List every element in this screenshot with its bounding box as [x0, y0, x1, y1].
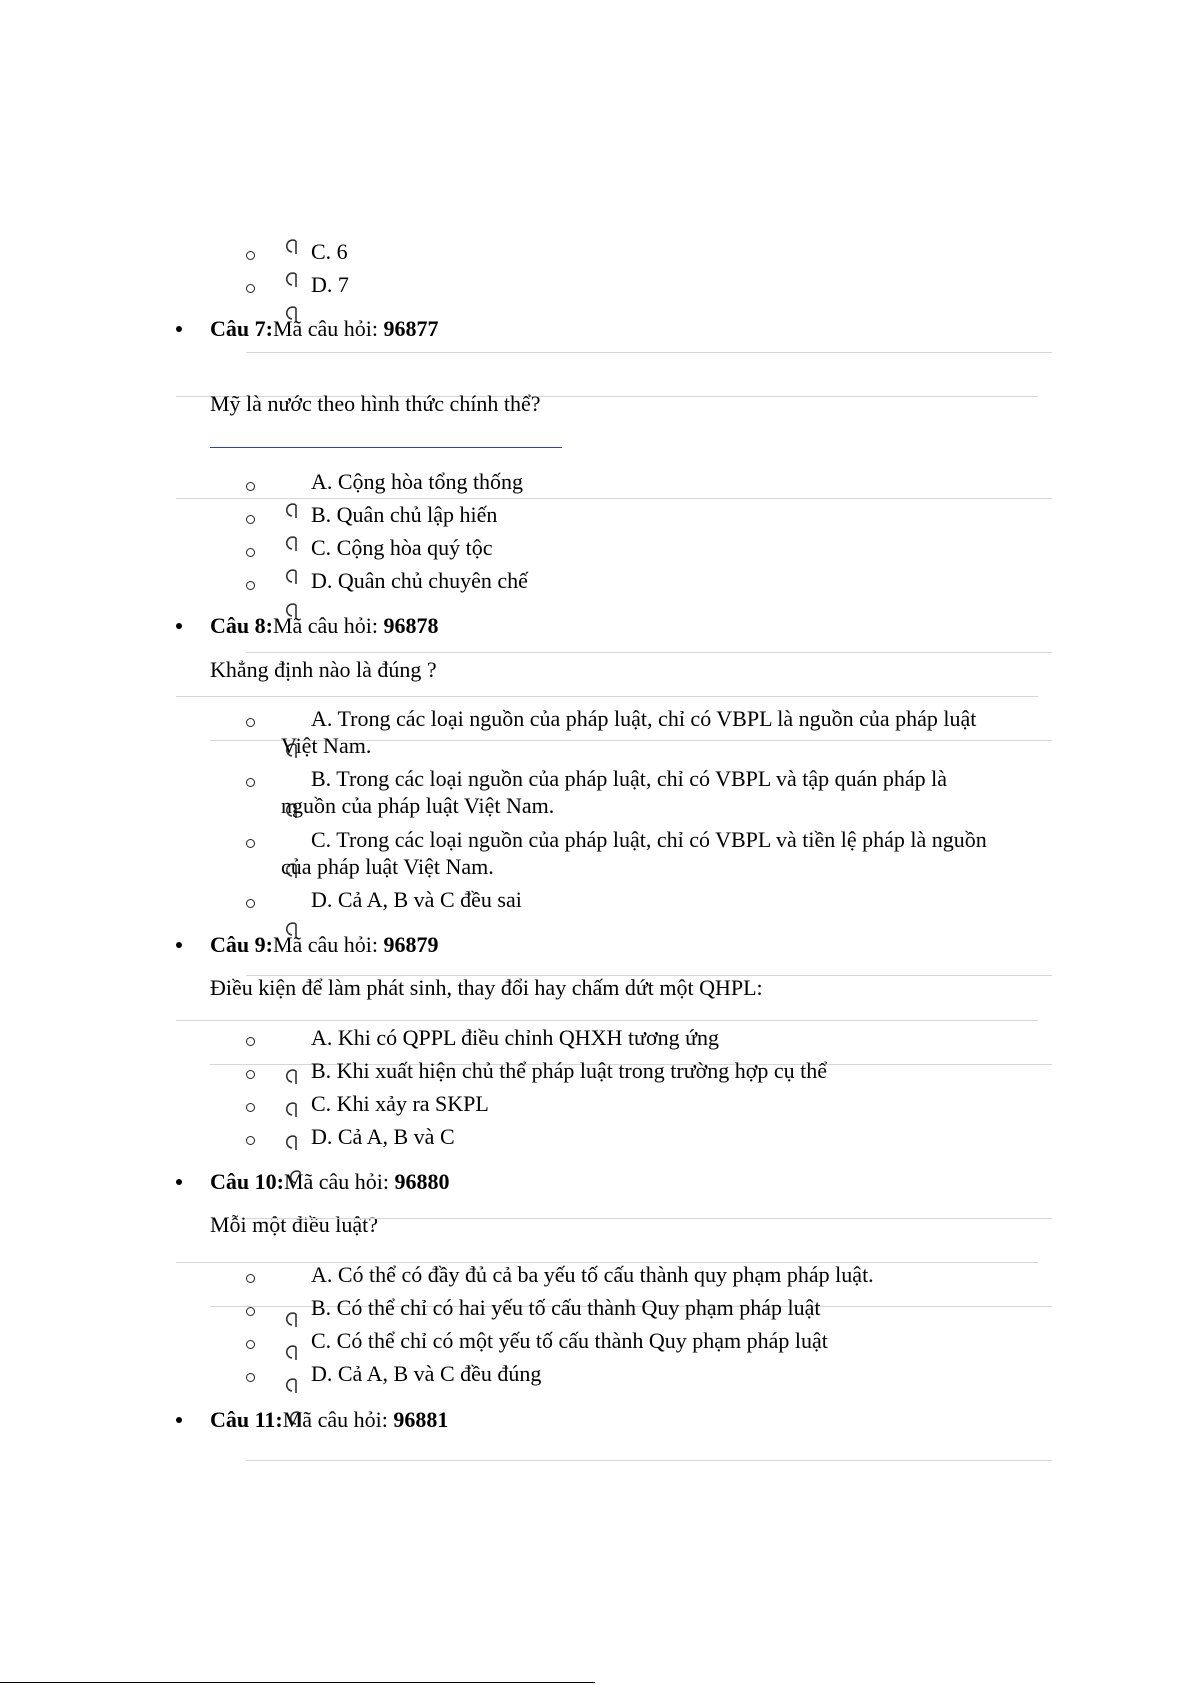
separator-line: [246, 1460, 1052, 1461]
option-label: D. 7: [311, 272, 349, 297]
option-label: A. Có thể có đầy đủ cả ba yếu tố cấu thành quy phạm pháp luật.: [311, 1262, 874, 1287]
option-label: C. Cộng hòa quý tộc: [311, 535, 493, 560]
question-header: [210, 1169, 450, 1195]
question-bullet: [176, 326, 182, 332]
question-bullet: [176, 942, 182, 948]
option-bullet: [246, 1037, 255, 1046]
option-bullet: [246, 1136, 255, 1145]
question-text: Khẳng định nào là đúng ?: [210, 657, 437, 682]
question-number: Câu 9:: [210, 932, 273, 957]
question-text: Điều kiện để làm phát sinh, thay đổi hay chấm dứt một QHPL:: [210, 975, 763, 1000]
radio-button-icon[interactable]: [284, 238, 298, 256]
option-label: C. Có thể chỉ có một yếu tố cấu thành Quy phạm pháp luật: [311, 1328, 828, 1353]
option-label-line2: nguồn của pháp luật Việt Nam.: [281, 793, 555, 818]
option-label: D. Cả A, B và C đều đúng: [311, 1361, 542, 1386]
option-bullet: [246, 1340, 255, 1349]
option-label: A. Cộng hòa tổng thống: [311, 469, 524, 494]
radio-button-icon[interactable]: [284, 271, 298, 289]
separator-line: [246, 1218, 1052, 1219]
question-bullet: [176, 623, 182, 629]
separator-line: [246, 352, 1052, 353]
option-bullet: [246, 1307, 255, 1316]
option-label: C. 6: [311, 239, 348, 264]
radio-button-icon[interactable]: [284, 1101, 298, 1119]
radio-button-icon[interactable]: [284, 1344, 298, 1362]
option-bullet: [246, 778, 255, 787]
question-bullet: [176, 1179, 182, 1185]
separator-line: [176, 696, 1038, 697]
option-label-line2: của pháp luật Việt Nam.: [281, 854, 494, 879]
option-label-line2: Việt Nam.: [281, 733, 372, 758]
option-bullet: [246, 1070, 255, 1079]
separator-line: [246, 652, 1052, 653]
radio-button-icon[interactable]: [284, 502, 298, 520]
option-label-line1: B. Trong các loại nguồn của pháp luật, chỉ có VBPL và tập quán pháp là: [311, 766, 948, 791]
question-text: Mỹ là nước theo hình thức chính thể?: [210, 391, 541, 416]
option-label: B. Khi xuất hiện chủ thể pháp luật trong trường hợp cụ thể: [311, 1058, 828, 1083]
question-number: Câu 7:: [210, 316, 273, 341]
option-bullet: [246, 251, 255, 260]
option-bullet: [246, 1274, 255, 1283]
radio-button-icon[interactable]: [284, 535, 298, 553]
option-bullet: [246, 284, 255, 293]
option-bullet: [246, 718, 255, 727]
separator-line: [176, 1020, 1038, 1021]
option-label: B. Có thể chỉ có hai yếu tố cấu thành Quy phạm pháp luật: [311, 1295, 821, 1320]
question-code: 96878: [383, 613, 439, 638]
question-code: 96881: [393, 1407, 449, 1432]
question-header: [210, 932, 439, 958]
option-bullet: [246, 548, 255, 557]
question-number: Câu 11:: [210, 1407, 283, 1432]
question-bullet: [176, 1417, 182, 1423]
question-code: 96877: [383, 316, 439, 341]
question-number: Câu 8:: [210, 613, 273, 638]
question-code-label: Mã câu hỏi:: [283, 1169, 395, 1194]
question-header: [210, 316, 439, 342]
option-label: D. Cả A, B và C: [311, 1124, 455, 1149]
separator-line: [176, 498, 1052, 499]
link-underline: [210, 447, 562, 448]
radio-button-icon[interactable]: [284, 1311, 298, 1329]
option-bullet: [246, 482, 255, 491]
option-bullet: [246, 899, 255, 908]
question-header: [210, 613, 439, 639]
question-code: 96880: [394, 1169, 450, 1194]
question-text: Mỗi một điều luật?: [210, 1212, 379, 1237]
question-code: 96879: [383, 932, 439, 957]
option-label-line1: A. Trong các loại nguồn của pháp luật, chỉ có VBPL là nguồn của pháp luật: [311, 706, 977, 731]
option-label: D. Quân chủ chuyên chế: [311, 568, 528, 593]
option-label-line1: C. Trong các loại nguồn của pháp luật, chỉ có VBPL và tiền lệ pháp là nguồn: [311, 827, 987, 852]
option-label: B. Quân chủ lập hiến: [311, 502, 498, 527]
footer-rule: [0, 1682, 595, 1683]
option-bullet: [246, 1103, 255, 1112]
question-code-label: Mã câu hỏi:: [272, 932, 384, 957]
question-code-label: Mã câu hỏi:: [272, 613, 384, 638]
option-bullet: [246, 839, 255, 848]
question-header: [210, 1407, 448, 1433]
option-bullet: [246, 1373, 255, 1382]
radio-button-icon[interactable]: [284, 1134, 298, 1152]
radio-button-icon[interactable]: [284, 1068, 298, 1086]
radio-button-icon[interactable]: [284, 1377, 298, 1395]
option-bullet: [246, 581, 255, 590]
question-code-label: Mã câu hỏi:: [272, 316, 384, 341]
option-label: A. Khi có QPPL điều chỉnh QHXH tương ứng: [311, 1025, 720, 1050]
option-bullet: [246, 515, 255, 524]
option-label: D. Cả A, B và C đều sai: [311, 887, 522, 912]
question-code-label: Mã câu hỏi:: [282, 1407, 394, 1432]
radio-button-icon[interactable]: [284, 568, 298, 586]
question-number: Câu 10:: [210, 1169, 284, 1194]
option-label: C. Khi xảy ra SKPL: [311, 1091, 489, 1116]
